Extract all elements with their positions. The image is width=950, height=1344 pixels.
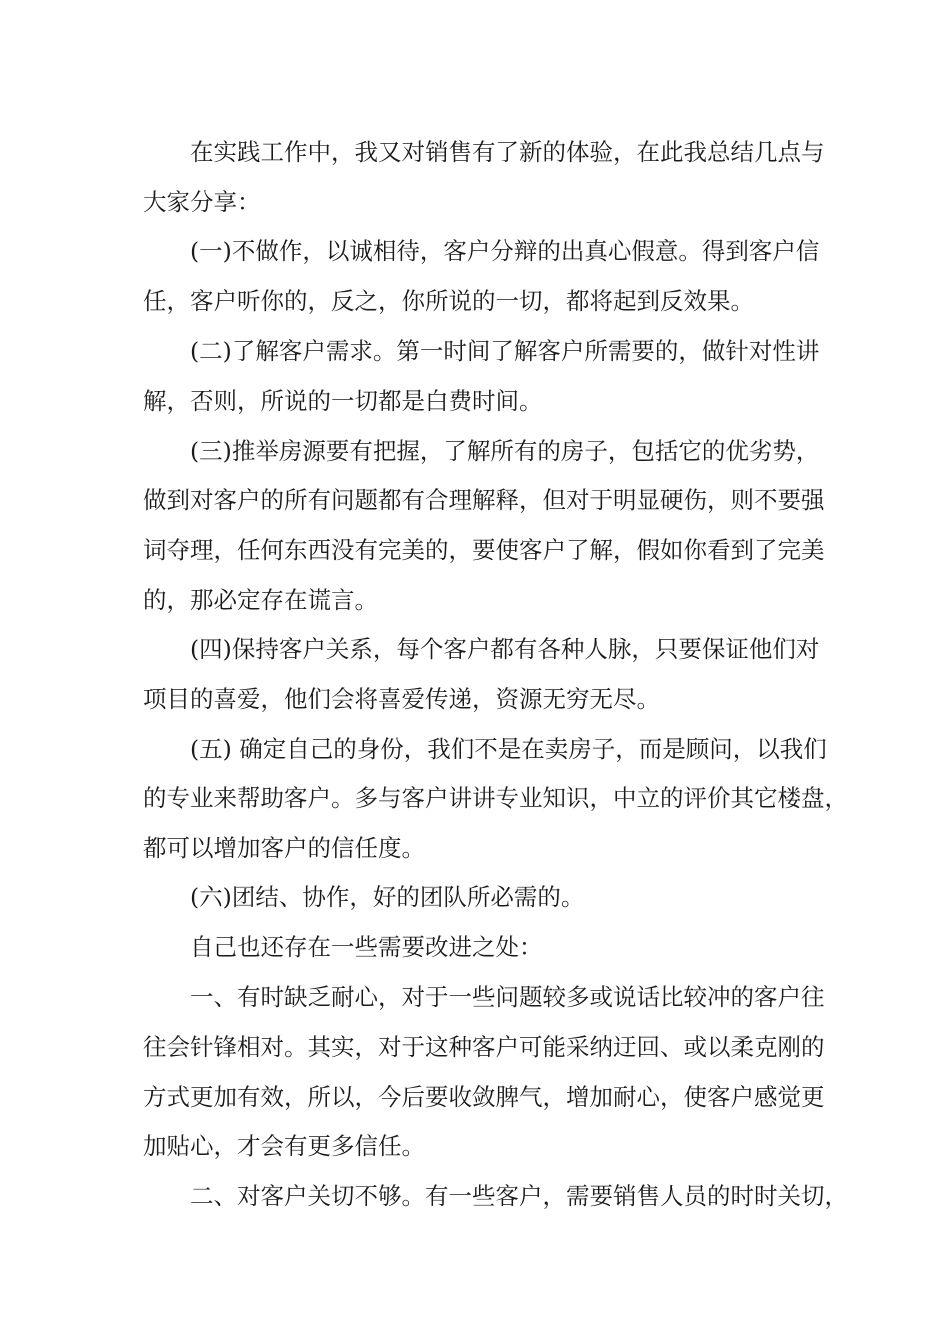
- paragraph-line: 项目的喜爱，他们会将喜爱传递，资源无穷无尽。: [143, 685, 660, 713]
- paragraph-line: (四)保持客户关系，每个客户都有各种人脉，只要保证他们对: [190, 635, 820, 663]
- paragraph-line: (二)了解客户需求。第一时间了解客户所需要的，做针对性讲: [190, 337, 820, 365]
- paragraph-line: 在实践工作中，我又对销售有了新的体验，在此我总结几点与: [190, 138, 825, 166]
- paragraph-line: 方式更加有效，所以，今后要收敛脾气，增加耐心，使客户感觉更: [143, 1083, 825, 1111]
- paragraph-line: 的专业来帮助客户。多与客户讲讲专业知识，中立的评价其它楼盘，: [143, 784, 848, 812]
- paragraph-line: (三)推举房源要有把握，了解所有的房子，包括它的优劣势，: [190, 437, 820, 465]
- paragraph-line: 往会针锋相对。其实，对于这种客户可能采纳迂回、或以柔克刚的: [143, 1033, 825, 1061]
- paragraph-line: 加贴心，才会有更多信任。: [143, 1132, 425, 1160]
- paragraph-line: (六)团结、协作，好的团队所必需的。: [190, 883, 585, 911]
- paragraph-line: 解，否则，所说的一切都是白费时间。: [143, 387, 543, 415]
- paragraph-line: 的，那必定存在谎言。: [143, 586, 378, 614]
- paragraph-line: 自己也还存在一些需要改进之处：: [190, 933, 543, 961]
- paragraph-line: 做到对客户的所有问题都有合理解释，但对于明显硬伤，则不要强: [143, 486, 825, 514]
- paragraph-line: 任，客户听你的，反之，你所说的一切，都将起到反效果。: [143, 287, 754, 315]
- paragraph-line: (五) 确定自己的身份，我们不是在卖房子，而是顾问，以我们: [190, 735, 827, 763]
- paragraph-line: 大家分享：: [143, 188, 261, 216]
- paragraph-line: 二、对客户关切不够。有一些客户，需要销售人员的时时关切，: [190, 1182, 848, 1210]
- paragraph-line: 都可以增加客户的信任度。: [143, 834, 425, 862]
- paragraph-line: 一、有时缺乏耐心，对于一些问题较多或说话比较冲的客户往: [190, 983, 825, 1011]
- paragraph-line: (一)不做作，以诚相待，客户分辩的出真心假意。得到客户信: [190, 237, 820, 265]
- paragraph-line: 词夺理，任何东西没有完美的，要使客户了解，假如你看到了完美: [143, 536, 825, 564]
